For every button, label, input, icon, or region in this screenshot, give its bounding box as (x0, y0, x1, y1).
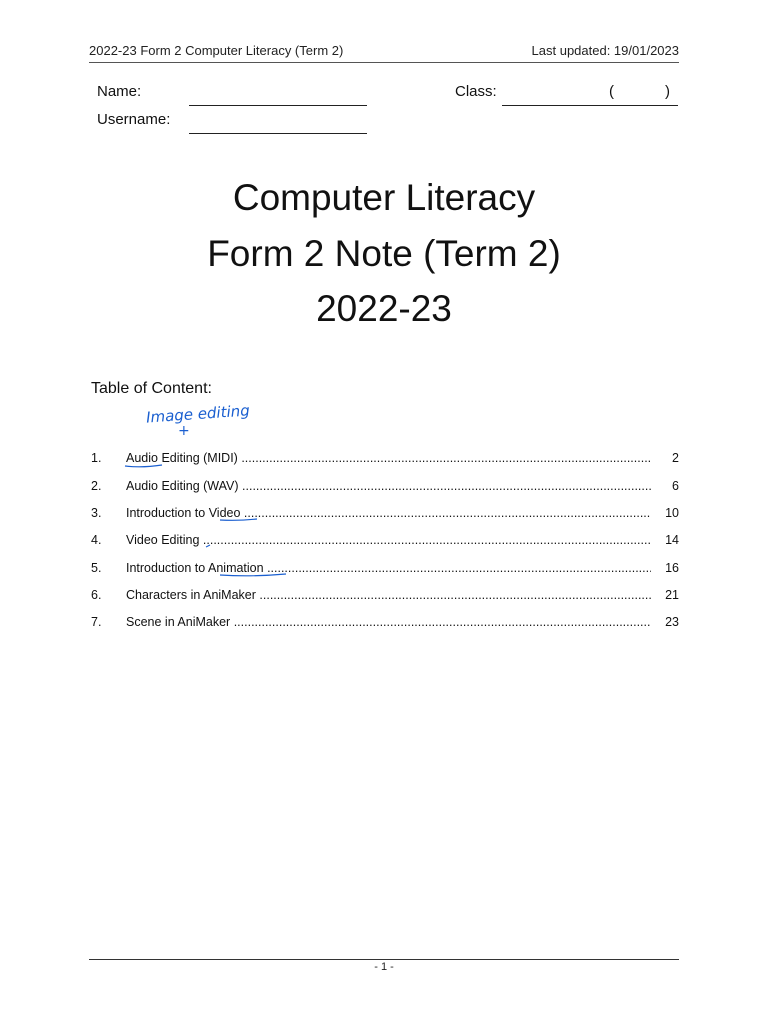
name-label: Name: (97, 83, 142, 100)
toc-entry-title: Scene in AniMaker ..... (126, 615, 651, 629)
toc-entry-number: 1. (91, 451, 102, 465)
toc-entry-number: 4. (91, 533, 102, 547)
underline-editing-mark (206, 545, 210, 547)
document-title-line-2: Form 2 Note (Term 2) (207, 233, 561, 274)
toc-heading: Table of Content: (91, 380, 212, 397)
toc-entry-number: 2. (91, 479, 102, 493)
underline-audio-mark (125, 465, 162, 467)
toc-entry-title: Introduction to Animation ..... (126, 561, 651, 575)
document-title-line-1: Computer Literacy (232, 177, 536, 218)
toc-entry-title: Video Editing ..... (126, 533, 651, 547)
document-title-line-3: 2022-23 (316, 288, 452, 329)
footer-rule (89, 959, 679, 960)
toc-entry-page: 14 (662, 533, 679, 547)
toc-entry-page: 23 (662, 615, 679, 629)
toc-entry-title: Introduction to Video ..... (126, 506, 651, 520)
toc-entry-title: Characters in AniMaker ..... (126, 588, 651, 602)
toc-entry-number: 5. (91, 561, 102, 575)
toc-entry-number: 3. (91, 506, 102, 520)
underline-video-mark (220, 519, 257, 520)
toc-entry-page: 2 (669, 451, 679, 465)
toc-entry-title: Audio Editing (MIDI) ..... (126, 451, 651, 465)
header-course-title: 2022-23 Form 2 Computer Literacy (Term 2) (89, 43, 344, 58)
toc-entry-title: Audio Editing (WAV) ..... (126, 479, 651, 493)
class-label: Class: (455, 83, 497, 100)
class-number-paren-open: ( (609, 83, 614, 100)
handwritten-note: Image editing (145, 401, 251, 427)
toc-entry-page: 10 (662, 506, 679, 520)
toc-entry-page: 21 (662, 588, 679, 602)
class-number-paren-close: ) (665, 83, 670, 100)
toc-entry-number: 6. (91, 588, 102, 602)
underline-animation-mark (220, 574, 286, 576)
toc-entry-number: 7. (91, 615, 102, 629)
username-label: Username: (97, 111, 171, 128)
handwritten-plus: + (178, 423, 190, 439)
header-last-updated: Last updated: 19/01/2023 (531, 43, 679, 58)
toc-entry-page: 6 (669, 479, 679, 493)
footer-page-number: - 1 - (374, 961, 394, 973)
toc-entry-page: 16 (662, 561, 679, 575)
